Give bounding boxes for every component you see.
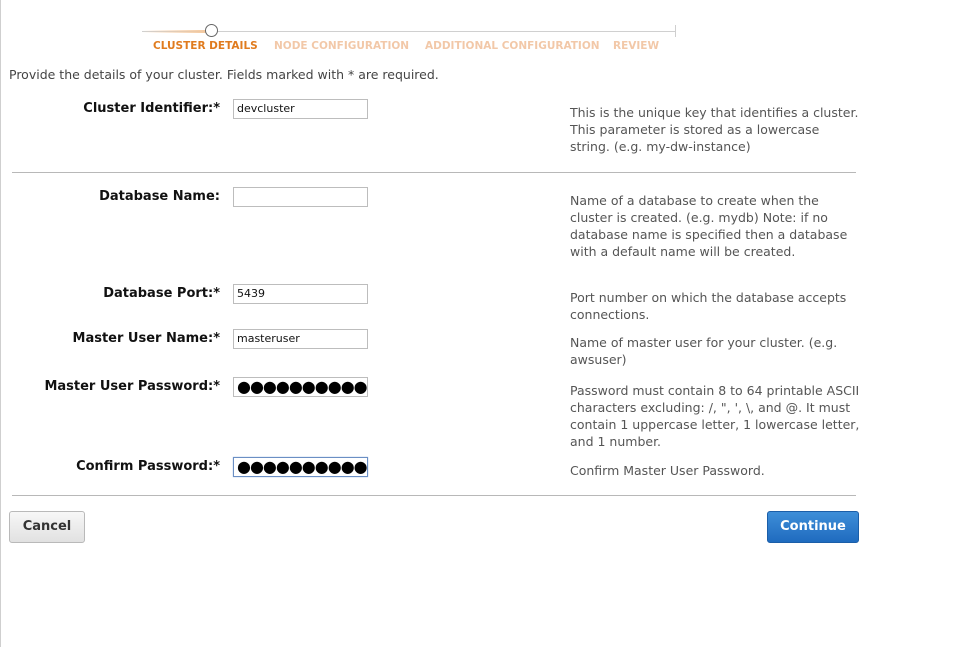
wizard-step-node-configuration[interactable]: NODE CONFIGURATION <box>274 40 410 52</box>
master-user-name-label: Master User Name:* <box>72 331 220 346</box>
cluster-identifier-input[interactable]: devcluster <box>233 99 368 119</box>
database-name-help: Name of a database to create when the cluster is created. (e.g. mydb) Note: if no database name is specified then a database with a default name will be created. <box>570 193 848 259</box>
database-port-help: Port number on which the database accepts connections. <box>570 290 847 322</box>
master-user-name-input[interactable]: masteruser <box>233 329 368 349</box>
confirm-password-help: Confirm Master User Password. <box>570 463 765 478</box>
confirm-password-input[interactable]: ●●●●●●●●●● <box>233 457 368 477</box>
form-intro-text: Provide the details of your cluster. Fields marked with * are required. <box>9 67 439 82</box>
database-port-label: Database Port:* <box>103 286 220 301</box>
database-port-input[interactable]: 5439 <box>233 284 368 304</box>
master-user-password-help: Password must contain 8 to 64 printable ASCII characters excluding: /, ", ', \, and @. It must contain 1 uppercase letter, 1 lowercase letter, and 1 number. <box>570 383 860 449</box>
database-name-label: Database Name: <box>99 189 220 204</box>
master-user-password-label: Master User Password:* <box>44 379 220 394</box>
wizard-step-additional-configuration[interactable]: ADDITIONAL CONFIGURATION <box>425 40 600 52</box>
cluster-identifier-label: Cluster Identifier:* <box>83 101 220 116</box>
wizard-current-step-marker <box>205 24 218 37</box>
cluster-identifier-help: This is the unique key that identifies a cluster. This parameter is stored as a lowercase string. (e.g. my-dw-instance) <box>570 105 859 154</box>
cancel-button[interactable]: Cancel <box>9 511 85 543</box>
continue-button[interactable]: Continue <box>767 511 859 543</box>
left-border <box>0 0 1 647</box>
master-user-name-help: Name of master user for your cluster. (e.g. awsuser) <box>570 335 838 367</box>
confirm-password-label: Confirm Password:* <box>76 459 220 474</box>
wizard-step-cluster-details[interactable]: CLUSTER DETAILS <box>153 40 258 52</box>
master-user-password-input[interactable]: ●●●●●●●●●● <box>233 377 368 397</box>
wizard-track <box>142 31 676 32</box>
wizard-progress <box>0 0 972 60</box>
footer-divider <box>12 495 856 496</box>
wizard-track-end <box>675 25 676 37</box>
wizard-track-active <box>142 30 206 33</box>
database-name-input[interactable] <box>233 187 368 207</box>
wizard-step-review[interactable]: REVIEW <box>613 40 660 52</box>
section-divider <box>12 172 856 173</box>
